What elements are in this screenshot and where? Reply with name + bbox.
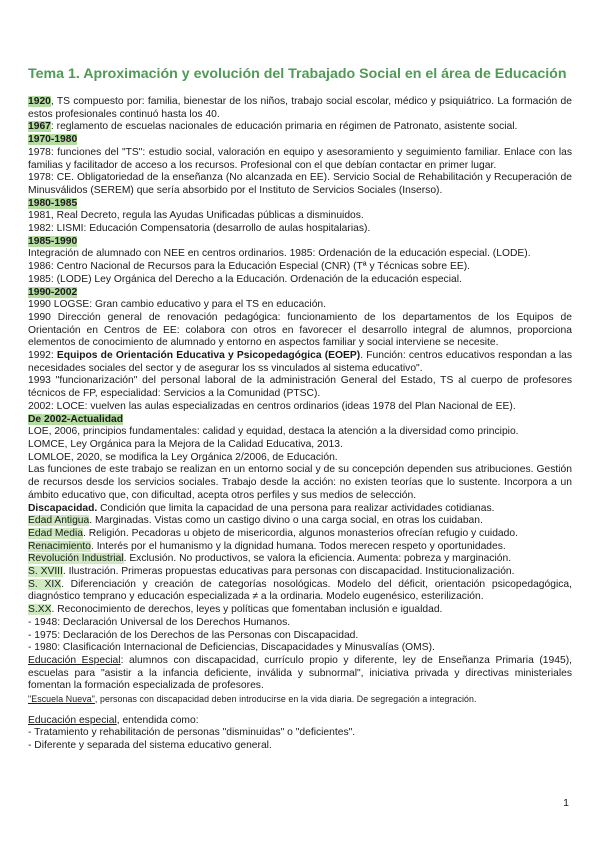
heading-1985-1990: 1985-1990: [28, 235, 78, 247]
document-title: Tema 1. Aproximación y evolución del Trabajado Social en el área de Educación: [28, 66, 567, 82]
para-s-xix: S. XIX. Diferenciación y creación de categorías nosológicas. Modelo del déficit, orientación psicopedagógica, diagnóstico temprano y educación especializada ≠ a la ordinaria. Modelo eugenésico, esterilización.: [28, 578, 573, 603]
para-funciones: Las funciones de este trabajo se realizan en un entorno social y de su concepción dependen sus atribuciones. Gestión de recursos desde los servicios sociales. Trabajo desde la acción: no existen teorías que lo sustente. Incorpora a un ámbito educativo que, con dificultad, acepta otros perfiles y sus medios de selección.: [28, 464, 572, 501]
document-page: [28, 66, 572, 753]
para-1982: 1982: LISMI: Educación Compensatoria (desarrollo de aulas hospitalarias).: [28, 223, 371, 235]
para-1990a: 1990 LOGSE: Gran cambio educativo y para el TS en educación.: [28, 299, 327, 311]
para-s-xx: S.XX. Reconocimiento de derechos, leyes y políticas que fomentaban inclusión e igualdad.: [28, 604, 443, 616]
para-1967: 1967: reglamento de escuelas nacionales de educación primaria en régimen de Patronato, asistente social.: [28, 121, 518, 133]
para-1978a: 1978: funciones del "TS": estudio social, valoración en equipo y asesoramiento y seguimiento familiar. Enlace con las familias y facilitador de acceso a los recursos. Profesional con el que debían contactar en primer lugar.: [28, 146, 572, 171]
page-number: 1: [563, 797, 569, 809]
para-1920: 1920, TS compuesto por: familia, bienestar de los niños, trabajo social escolar, médico y psiquiátrico. La formación de estos profesionales continuó hasta los 40.: [28, 96, 572, 120]
para-s-xviii: S. XVIII. Ilustración. Primeras propuestas educativas para personas con discapacidad. Institucionalización.: [28, 566, 515, 578]
para-1978b: 1978: CE. Obligatoriedad de la enseñanza (No alcanzada en EE). Servicio Social de Rehabilitación y Recuperación de Minusválidos (SEREM) que sería absorbido por el Instituto de Servicios Sociales (Inserso).: [28, 172, 572, 196]
para-revolucion-industrial: Revolución Industrial. Exclusión. No productivos, se valora la eficiencia. Aumenta: pobreza y marginación.: [28, 553, 512, 565]
heading-1970-1980: 1970-1980: [28, 134, 78, 146]
spacer: [28, 706, 572, 715]
heading-2002-actualidad: De 2002-Actualidad: [28, 413, 123, 425]
para-1986: 1986: Centro Nacional de Recursos para la Educación Especial (CNR) (Tª y Técnicas sobre EE).: [28, 261, 471, 273]
para-educacion-especial: Educación Especial: alumnos con discapacidad, currículo propio y diferente, ley de Enseñanza Primaria (1945), escuelas para "asistir a la infancia deficiente, inválida y subnormal", iniciativa privada y directivas ministeriales fomentan la formación especializada de profesores.: [28, 654, 572, 692]
para-lomloe: LOMLOE, 2020, se modifica la Ley Orgánica 2/2006, de Educación.: [28, 451, 338, 463]
para-lomce: LOMCE, Ley Orgánica para la Mejora de la Calidad Educativa, 2013.: [28, 438, 343, 450]
para-1992: 1992: Equipos de Orientación Educativa y Psicopedagógica (EOEP). Función: centros educativos respondan a las necesidades sociales del sector y de asegurar los ss vinculados al sistema educativo".: [28, 350, 572, 374]
list-item-tratamiento: - Tratamiento y rehabilitación de personas "disminuidas" o "deficientes".: [28, 727, 356, 739]
para-1990b: 1990 Dirección general de renovación pedagógica: funcionamiento de los departamentos de los Equipos de Orientación en Centros de EE: colabora con otros en favorecer el desarrollo integral de alumnos, proporciona elementos de conocimiento de alumnado y entorno en aspectos familiar y social interviene se necesite.: [28, 311, 572, 349]
para-edad-antigua: Edad Antigua. Marginadas. Vistas como un castigo divino o una carga social, en otras los cuidaban.: [28, 515, 483, 527]
year-1967: 1967: [28, 121, 51, 133]
para-1985b: 1985: (LODE) Ley Orgánica del Derecho a la Educación. Ordenación de la educación especial.: [28, 273, 462, 285]
para-2002: 2002: LOCE: vuelven las aulas especializadas en centros ordinarios (ideas 1978 del Plan Nacional de EE).: [28, 400, 516, 412]
list-item-1948: - 1948: Declaración Universal de los Derechos Humanos.: [28, 616, 291, 628]
para-discapacidad: Discapacidad. Condición que limita la capacidad de una persona para realizar actividades cotidianas.: [28, 502, 495, 514]
para-educacion-especial-def: Educación especial, entendida como:: [28, 714, 199, 726]
para-loe: LOE, 2006, principios fundamentales: calidad y equidad, destaca la atención a la diversidad como principio.: [28, 426, 519, 438]
heading-1990-2002: 1990-2002: [28, 286, 78, 298]
para-1993: 1993 "funcionarización" del personal laboral de la administración General del Estado, TS al cuerpo de profesores técnicos de FP, especialidad: Servicios a la Comunidad (PTSC).: [28, 375, 572, 400]
year-1920: 1920: [28, 96, 51, 107]
list-item-1975: - 1975: Declaración de los Derechos de las Personas con Discapacidad.: [28, 629, 359, 641]
para-1981: 1981, Real Decreto, regula las Ayudas Unificadas públicas a disminuidos.: [28, 210, 364, 222]
para-1985a: Integración de alumnado con NEE en centros ordinarios. 1985: Ordenación de la educación especial. (LODE).: [28, 248, 531, 260]
para-edad-media: Edad Media. Religión. Pecadoras u objeto de misericordia, algunos monasterios ofrecían refugio y cuidado.: [28, 527, 518, 539]
list-item-diferente: - Diferente y separada del sistema educativo general.: [28, 740, 272, 752]
para-escuela-nueva: "Escuela Nueva", personas con discapacidad deben introducirse en la vida diaria. De segregación a integración.: [28, 694, 477, 705]
list-item-1980: - 1980: Clasificación Internacional de Deficiencias, Discapacidades y Minusvalías (OMS).: [28, 642, 435, 654]
para-renacimiento: Renacimiento. Interés por el humanismo y la dignidad humana. Todos merecen respeto y oportunidades.: [28, 540, 506, 552]
heading-1980-1985: 1980-1985: [28, 197, 78, 209]
